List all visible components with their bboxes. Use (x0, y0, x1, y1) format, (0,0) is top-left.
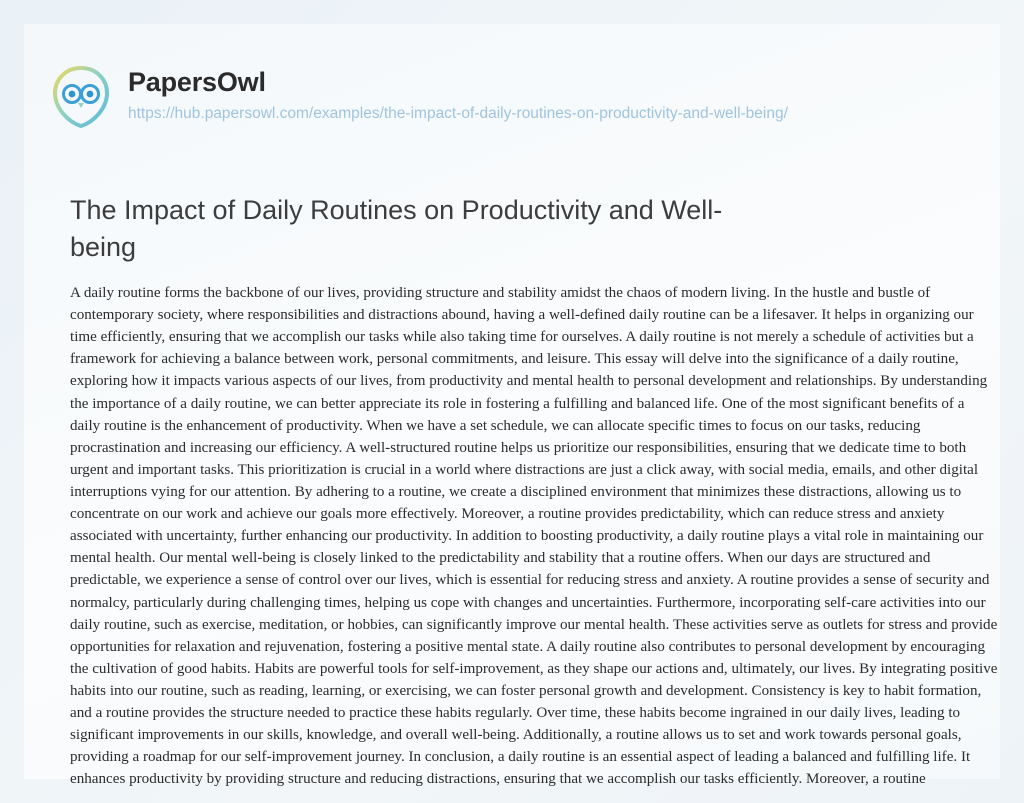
brand-block (128, 64, 788, 125)
body-paragraph: A daily routine forms the backbone of our lives, providing structure and stability amidst the chaos of modern living. In the hustle and bustle of contemporary society, where responsibilities and distractions abound, having a well-defined daily routine can be a lifesaver. It helps in organizing our time efficiently, ensuring that we accomplish our tasks while also taking time for ourselves. A daily routine is not merely a schedule of activities but a framework for achieving a balance between work, personal commitments, and leisure. This essay will delve into the significance of a daily routine, exploring how it impacts various aspects of our lives, from productivity and mental health to personal development and relationships. By understanding the importance of a daily routine, we can better appreciate its role in fostering a fulfilling and balanced life. One of the most significant benefits of a daily routine is the enhancement of productivity. When we have a set schedule, we can allocate specific times to focus on our tasks, reducing procrastination and increasing our efficiency. A well-structured routine helps us prioritize our responsibilities, ensuring that we dedicate time to both urgent and important tasks. This prioritization is crucial in a world where distractions are just a click away, with social media, emails, and other digital interruptions vying for our attention. By adhering to a routine, we create a disciplined environment that minimizes these distractions, allowing us to concentrate on our work and achieve our goals more effectively. Moreover, a routine provides predictability, which can reduce stress and anxiety associated with uncertainty, further enhancing our productivity. In addition to boosting productivity, a daily routine plays a vital role in maintaining our mental health. Our mental well-being is closely linked to the predictability and stability that a routine offers. When our days are structured and predictable, we experience a sense of control over our lives, which is essential for reducing stress and anxiety. A routine provides a sense of security and normalcy, particularly during challenging times, helping us cope with changes and uncertainties. Furthermore, incorporating self-care activities into our daily routine, such as exercise, meditation, or hobbies, can significantly improve our mental health. These activities serve as outlets for stress and provide opportunities for relaxation and rejuvenation, fostering a positive mental state. A daily routine also contributes to personal development by encouraging the cultivation of good habits. Habits are powerful tools for self-improvement, as they shape our actions and, ultimately, our lives. By integrating positive habits into our routine, such as reading, learning, or exercising, we can foster personal growth and development. Consistency is key to habit formation, and a routine provides the structure needed to practice these habits regularly. Over time, these habits become ingrained in our daily lives, leading to significant improvements in our skills, knowledge, and overall well-being. Additionally, a routine allows us to set and work towards personal goals, providing a roadmap for our self-improvement journey. In conclusion, a daily routine is an essential aspect of leading a balanced and fulfilling life. It enhances productivity by providing structure and reducing distractions, ensuring that we accomplish our tasks efficiently. Moreover, a routine (70, 285, 998, 788)
document-header (48, 64, 788, 130)
document-body (70, 282, 998, 791)
source-url[interactable]: https://hub.papersowl.com/examples/the-impact-of-daily-routines-on-productivity-and-well-being/ (128, 104, 788, 122)
brand-name: PapersOwl (128, 67, 266, 97)
owl-logo-icon (48, 64, 114, 130)
document-sheet (24, 24, 1000, 788)
page-title: The Impact of Daily Routines on Productivity and Well-being (70, 195, 723, 263)
